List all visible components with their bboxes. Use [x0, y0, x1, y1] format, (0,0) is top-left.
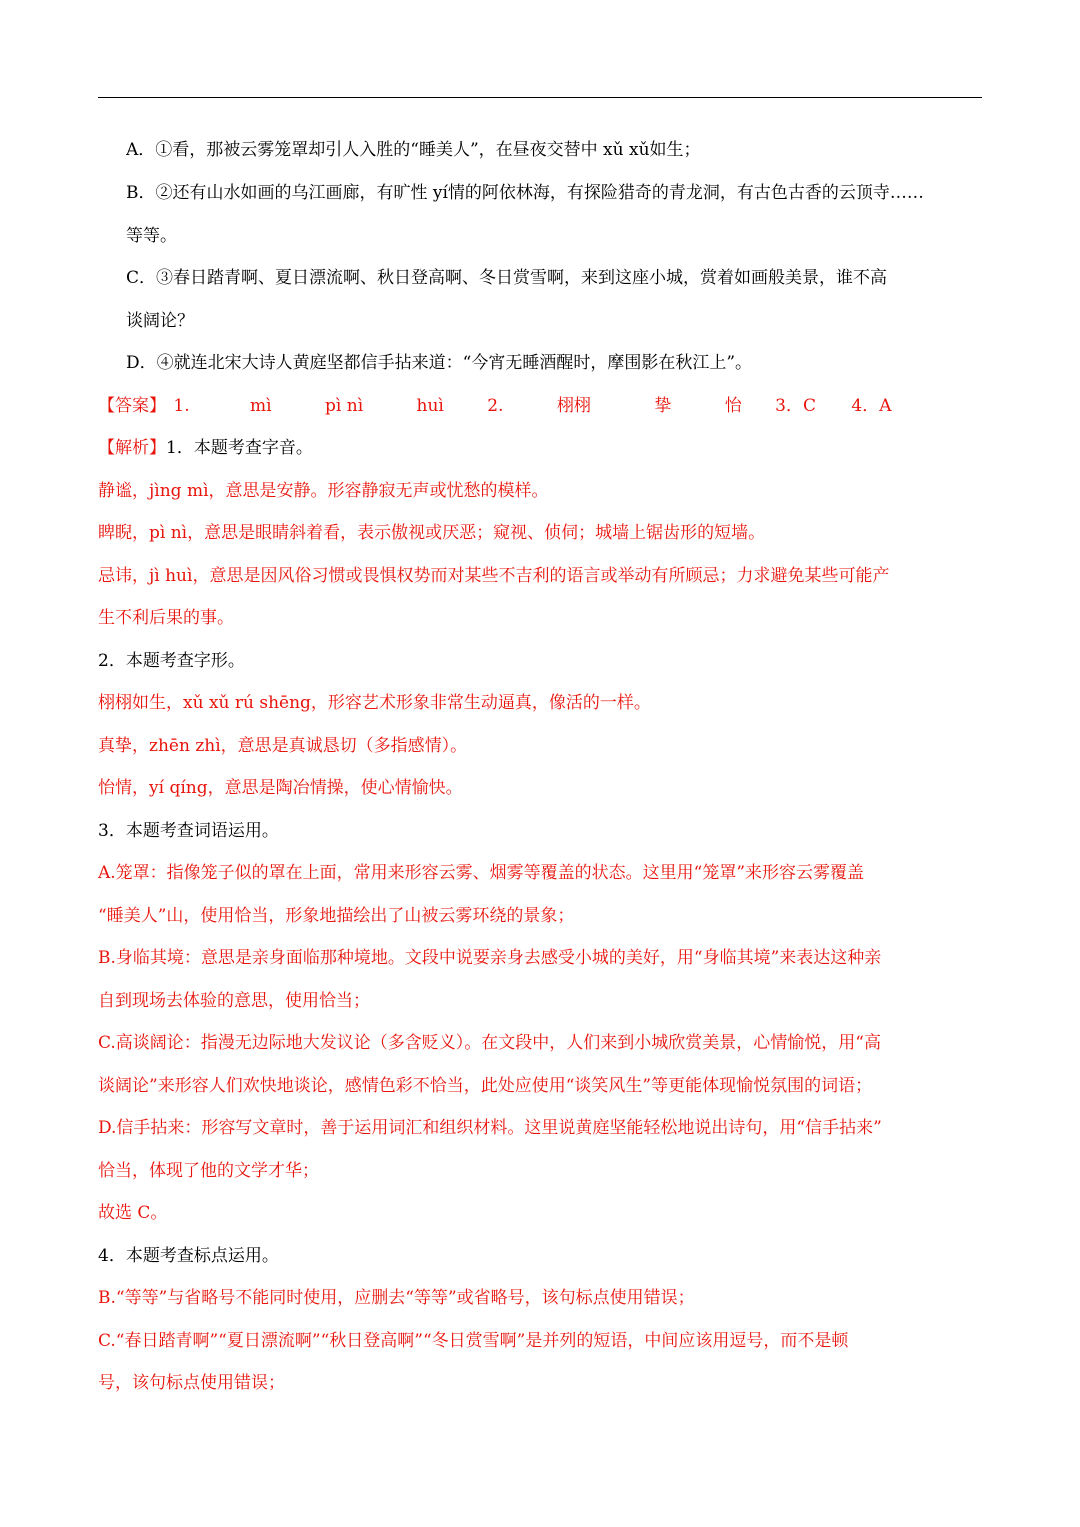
answer-q2: 2.	[487, 396, 504, 416]
answer-1-2: pì nì	[325, 396, 364, 416]
option-b-line2: 等等。	[126, 226, 177, 246]
answer-q4: 4．A	[851, 396, 892, 416]
option-d: D．④就连北宋大诗人黄庭坚都信手拈来道：“今宵无睡酒醒时，摩围影在秋江上”。	[126, 353, 753, 373]
analysis-line: 真挚，zhēn zhì，意思是真诚恳切（多指感情）。	[98, 736, 468, 756]
answer-line	[98, 394, 982, 418]
option-a: A．①看，那被云雾笼罩却引人入胜的“睡美人”，在昼夜交替中 xǔ xǔ如生；	[126, 140, 701, 160]
analysis-q2-heading: 2．本题考查字形。	[98, 651, 245, 671]
analysis-line: 睥睨，pì nì，意思是眼睛斜着看，表示傲视或厌恶；窥视、侦伺；城墙上锯齿形的短墙。	[98, 523, 766, 543]
analysis-line: A.笼罩：指像笼子似的罩在上面，常用来形容云雾、烟雾等覆盖的状态。这里用“笼罩”来形容云雾覆盖	[98, 863, 865, 883]
answer-1-3: huì	[416, 396, 444, 416]
analysis-line: 怡情，yí qíng，意思是陶冶情操，使心情愉快。	[98, 778, 463, 798]
analysis-conclusion: 故选 C。	[98, 1203, 168, 1223]
option-c-line2: 谈阔论？	[126, 311, 194, 331]
analysis-line: 生不利后果的事。	[98, 608, 234, 628]
analysis-line: C.“春日踏青啊”“夏日漂流啊”“秋日登高啊”“冬日赏雪啊”是并列的短语，中间应该用逗号，而不是顿	[98, 1331, 849, 1351]
answer-1-1: mì	[250, 396, 272, 416]
analysis-line: D.信手拈来：形容写文章时，善于运用词汇和组织材料。这里说黄庭坚能轻松地说出诗句，用“信手拈来”	[98, 1118, 882, 1138]
analysis-line: 静谧，jìng mì，意思是安静。形容静寂无声或忧愁的模样。	[98, 481, 549, 501]
analysis-line: 忌讳，jì huì，意思是因风俗习惯或畏惧权势而对某些不吉利的语言或举动有所顾忌；力求避免某些可能产	[98, 566, 890, 586]
analysis-heading-1	[98, 436, 982, 460]
option-b-line1: B．②还有山水如画的乌江画廊，有旷性 yí情的阿依林海，有探险猎奇的青龙洞，有古色古香的云顶寺……	[126, 183, 924, 203]
analysis-line: 栩栩如生，xǔ xǔ rú shēng，形容艺术形象非常生动逼真，像活的一样。	[98, 693, 651, 713]
analysis-line: 谈阔论”来形容人们欢快地谈论，感情色彩不恰当，此处应使用“谈笑风生”等更能体现愉悦氛围的词语；	[98, 1076, 873, 1096]
answer-2-3: 怡	[724, 396, 742, 416]
analysis-line: 恰当，体现了他的文学才华；	[98, 1161, 319, 1181]
answer-label: 【答案】	[98, 396, 166, 416]
option-c-line1: C．③春日踏青啊、夏日漂流啊、秋日登高啊、冬日赏雪啊，来到这座小城，赏着如画般美景，谁不高	[126, 268, 888, 288]
analysis-q1-heading: 1．本题考查字音。	[166, 438, 313, 458]
analysis-line: B.身临其境：意思是亲身面临那种境地。文段中说要亲身去感受小城的美好，用“身临其境”来表达这种亲	[98, 948, 882, 968]
header-rule	[98, 97, 982, 98]
analysis-line: 自到现场去体验的意思，使用恰当；	[98, 991, 370, 1011]
answer-q3: 3．C	[775, 396, 816, 416]
answer-2-2: 挚	[654, 396, 672, 416]
analysis-line: “睡美人”山，使用恰当，形象地描绘出了山被云雾环绕的景象；	[98, 906, 575, 926]
answer-2-1: 栩栩	[556, 396, 591, 416]
analysis-label: 【解析】	[98, 438, 166, 458]
analysis-q3-heading: 3．本题考查词语运用。	[98, 821, 279, 841]
analysis-line: 号，该句标点使用错误；	[98, 1373, 285, 1393]
analysis-line: C.高谈阔论：指漫无边际地大发议论（多含贬义）。在文段中，人们来到小城欣赏美景，心情愉悦，用“高	[98, 1033, 881, 1053]
analysis-line: B.“等等”与省略号不能同时使用，应删去“等等”或省略号，该句标点使用错误；	[98, 1288, 695, 1308]
analysis-q4-heading: 4．本题考查标点运用。	[98, 1246, 279, 1266]
answer-q1: 1.	[173, 396, 190, 416]
